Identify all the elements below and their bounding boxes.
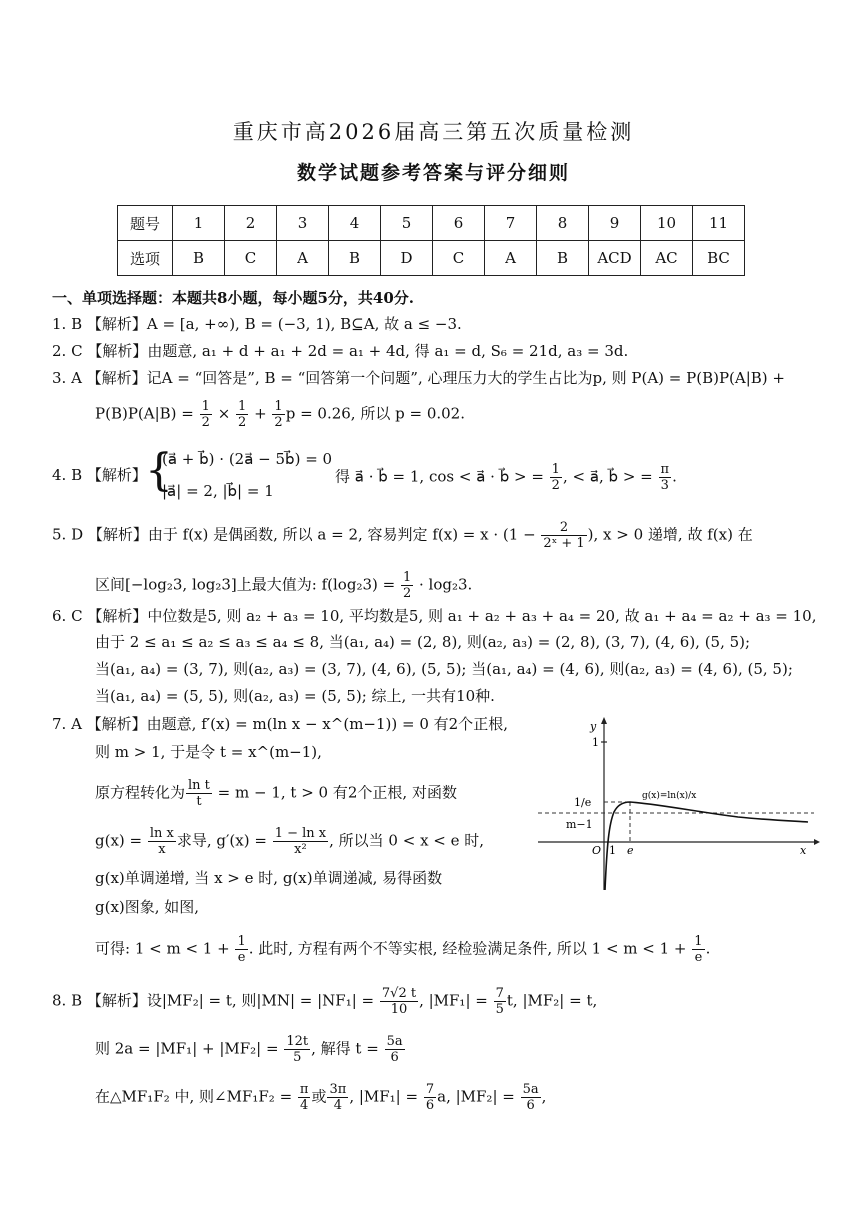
numerator: ln x (149, 826, 174, 841)
table-cell: 4 (329, 206, 381, 241)
numerator: 1 (694, 934, 703, 949)
denominator: t (196, 794, 202, 809)
numerator: ln t (188, 778, 210, 793)
fraction (494, 986, 506, 1017)
page-subtitle: 数学试题参考答案与评分细则 (296, 162, 570, 184)
numerator: 12t (286, 1034, 309, 1049)
table-cell: 1 (173, 206, 225, 241)
text: a, |MF₂| = (437, 1087, 520, 1106)
answer-q6-line1: 6. C 【解析】中位数是5, 则 a₂ + a₃ = 10, 平均数是5, 则 a₁ + a₂ + a₃ + a₄ = 20, 故 a₁ + a₄ = a₂ + a₃ = 10, (52, 607, 817, 625)
y-axis-arrow (601, 717, 607, 724)
text: × (212, 404, 236, 423)
answer-q4-result (335, 462, 677, 493)
text: 原方程转化为 (95, 783, 186, 802)
answer-q7-line5: g(x)单调递增, 当 x > e 时, g(x)单调递减, 易得函数 (95, 869, 443, 887)
answer-q7-line2: 则 m > 1, 于是令 t = x^(m−1), (95, 743, 322, 761)
answer-q5-line2 (95, 570, 472, 601)
fraction (273, 826, 328, 857)
text: 区间[−log₂3, log₂3]上最大值为: f(log₂3) = (95, 575, 400, 594)
text: 则 2a = |MF₁| + |MF₂| = (95, 1039, 284, 1058)
fraction (550, 462, 562, 493)
x-axis-arrow (814, 839, 820, 845)
table-cell: B (537, 241, 589, 276)
table-header-cell: 题号 (118, 206, 173, 241)
denominator: 2ˣ + 1 (543, 536, 585, 551)
answer-q4-eq2: |a⃗| = 2, |b⃗| = 1 (162, 482, 274, 500)
denominator: 6 (390, 1050, 399, 1065)
table-cell: AC (641, 241, 693, 276)
denominator: e (694, 950, 703, 965)
answer-q7-line4 (95, 826, 484, 857)
text: , < a⃗, b⃗ > = (562, 467, 658, 486)
numerator: 2 (541, 520, 586, 536)
text: 可得: 1 < m < 1 + (95, 939, 235, 958)
table-header-cell: 选项 (118, 241, 173, 276)
fraction (541, 520, 586, 551)
fraction (380, 986, 418, 1017)
brace-symbol: { (145, 445, 173, 496)
answer-q4-label: 4. B 【解析】 (52, 466, 147, 484)
numerator: 5a (522, 1082, 539, 1097)
text: , 所以当 0 < x < e 时, (329, 831, 485, 850)
numerator: 3π (329, 1082, 347, 1097)
table-cell: 5 (381, 206, 433, 241)
text: , (541, 1087, 547, 1106)
table-cell: B (329, 241, 381, 276)
answer-q8-line1 (52, 986, 597, 1017)
period: . (672, 467, 677, 486)
numerator: 7√2 t (381, 986, 417, 1001)
text: 5. D 【解析】由于 f(x) 是偶函数, 所以 a = 2, 容易判定 f(x) = x · (1 − (52, 525, 541, 544)
denominator: 10 (390, 1002, 408, 1017)
numerator: 1 (238, 399, 247, 414)
table-cell: 8 (537, 206, 589, 241)
denominator: 4 (300, 1098, 309, 1113)
numerator: 1 (274, 399, 283, 414)
text: g(x) = (95, 831, 147, 850)
section-heading: 一、单项选择题：本题共8小题，每小题5分，共40分. (52, 289, 414, 307)
text: , 解得 t = (311, 1039, 384, 1058)
fraction (298, 1082, 311, 1113)
text: = m − 1, t > 0 有2个正根, 对函数 (212, 783, 457, 802)
denominator: 2 (238, 415, 247, 430)
function-graph (538, 714, 820, 892)
table-cell: A (485, 241, 537, 276)
period: . (705, 939, 711, 958)
answer-q8-line2 (95, 1034, 406, 1065)
numerator: 7 (495, 986, 504, 1001)
table-cell: 2 (225, 206, 277, 241)
numerator: 1 (551, 462, 560, 477)
table-row-choices (118, 241, 745, 276)
answer-q7-line6: g(x)图象, 如图, (95, 898, 200, 916)
denominator: x² (294, 842, 307, 857)
table-cell: A (277, 241, 329, 276)
denominator: 2 (274, 415, 283, 430)
answer-q6-line4: 当(a₁, a₄) = (5, 5), 则(a₂, a₃) = (5, 5); 综上, 一共有10种. (95, 687, 495, 705)
answer-q4-eq1: (a⃗ + b⃗) · (2a⃗ − 5b⃗) = 0 (162, 450, 333, 468)
table-cell: B (173, 241, 225, 276)
text: · log₂3. (414, 575, 473, 594)
fraction (692, 934, 704, 965)
curve-label: g(x)=ln(x)/x (642, 791, 697, 801)
denominator: 4 (333, 1098, 343, 1113)
table-cell: BC (693, 241, 745, 276)
text: t, |MF₂| = t, (506, 991, 598, 1010)
answer-q5-line1 (52, 520, 753, 551)
text: 得 a⃗ · b⃗ = 1, cos < a⃗ · b⃗ > = (335, 467, 549, 486)
text: , |MF₁| = (419, 991, 493, 1010)
denominator: 5 (293, 1050, 302, 1065)
table-cell: C (225, 241, 277, 276)
text: 求导, g′(x) = (176, 831, 272, 850)
tick-label-m1: m−1 (566, 818, 593, 831)
text: 8. B 【解析】设|MF₂| = t, 则|MN| = |NF₁| = (52, 991, 379, 1010)
curve-g (605, 802, 808, 890)
numerator: 7 (425, 1082, 435, 1097)
fraction (424, 1082, 436, 1113)
tick-label-e: e (627, 844, 634, 857)
table-cell: 3 (277, 206, 329, 241)
numerator: 1 − ln x (274, 826, 327, 841)
x-axis-label: x (800, 844, 807, 857)
table-cell: C (433, 241, 485, 276)
fraction (327, 1082, 348, 1113)
answer-q3-line2 (95, 399, 465, 430)
numerator: 1 (402, 570, 412, 585)
text: . 此时, 方程有两个不等实根, 经检验满足条件, 所以 1 < m < 1 + (248, 939, 692, 958)
denominator: 2 (402, 586, 412, 601)
table-cell: 11 (693, 206, 745, 241)
denominator: x (158, 842, 166, 857)
tick-label-1: 1 (592, 736, 599, 749)
fraction (186, 778, 212, 809)
table-cell: 6 (433, 206, 485, 241)
table-cell: D (381, 241, 433, 276)
text: P(B)P(A|B) = (95, 404, 199, 423)
denominator: 2 (201, 415, 210, 430)
fraction (385, 1034, 405, 1065)
answer-q6-line2: 由于 2 ≤ a₁ ≤ a₂ ≤ a₃ ≤ a₄ ≤ 8, 当(a₁, a₄) = (2, 8), 则(a₂, a₃) = (2, 8), (3, 7), (4, 6), (5, 5); (95, 633, 751, 651)
numerator: 5a (386, 1034, 403, 1049)
table-cell: 10 (641, 206, 693, 241)
fraction (521, 1082, 541, 1113)
text: 在△MF₁F₂ 中, 则∠MF₁F₂ = (95, 1087, 297, 1106)
answer-table (117, 205, 745, 276)
answer-q1: 1. B 【解析】A = [a, +∞), B = (−3, 1), B⊆A, 故 a ≤ −3. (52, 315, 462, 333)
denominator: 5 (495, 1002, 504, 1017)
table-cell: 9 (589, 206, 641, 241)
text: ), x > 0 递增, 故 f(x) 在 (587, 525, 753, 544)
page-title: 重庆市高2026届高三第五次质量检测 (232, 120, 635, 144)
fraction (284, 1034, 310, 1065)
numerator: 1 (201, 399, 210, 414)
denominator: 3 (660, 478, 669, 493)
fraction (401, 570, 413, 601)
table-cell: 7 (485, 206, 537, 241)
answer-q7-line7 (95, 934, 710, 965)
y-axis-label: y (590, 720, 597, 733)
text: + (249, 404, 272, 423)
answer-q6-line3: 当(a₁, a₄) = (3, 7), 则(a₂, a₃) = (3, 7), (4, 6), (5, 5); 当(a₁, a₄) = (4, 6), 则(a₂, a₃) = (4, 6), (5, 5); (95, 660, 793, 678)
answer-q3-line1: 3. A 【解析】记A = “回答是”, B = “回答第一个问题”, 心理压力大的学生占比为p, 则 P(A) = P(B)P(A|B) + (52, 369, 785, 387)
text: 或 (311, 1087, 327, 1106)
tick-label-1e: 1/e (574, 796, 592, 809)
text: , |MF₁| = (349, 1087, 423, 1106)
answer-q2: 2. C 【解析】由题意, a₁ + d + a₁ + 2d = a₁ + 4d, 得 a₁ = d, S₆ = 21d, a₃ = 3d. (52, 342, 629, 360)
fraction (236, 399, 248, 430)
numerator: 1 (237, 934, 246, 949)
answer-q7-line1: 7. A 【解析】由题意, f′(x) = m(ln x − x^(m−1)) = 0 有2个正根, (52, 715, 508, 733)
fraction (148, 826, 176, 857)
tick-label-x1: 1 (609, 844, 616, 857)
denominator: 6 (425, 1098, 435, 1113)
numerator: π (660, 462, 670, 477)
numerator: π (299, 1082, 309, 1097)
denominator: 6 (526, 1098, 535, 1113)
text: p = 0.26, 所以 p = 0.02. (285, 404, 465, 423)
fraction (272, 399, 284, 430)
fraction (200, 399, 212, 430)
table-row-numbers (118, 206, 745, 241)
answer-q8-line3 (95, 1082, 546, 1113)
denominator: e (237, 950, 246, 965)
fraction (659, 462, 672, 493)
fraction (235, 934, 247, 965)
answer-q7-line3 (95, 778, 457, 809)
denominator: 2 (551, 478, 560, 493)
origin-label: O (592, 844, 602, 857)
table-cell: ACD (589, 241, 641, 276)
